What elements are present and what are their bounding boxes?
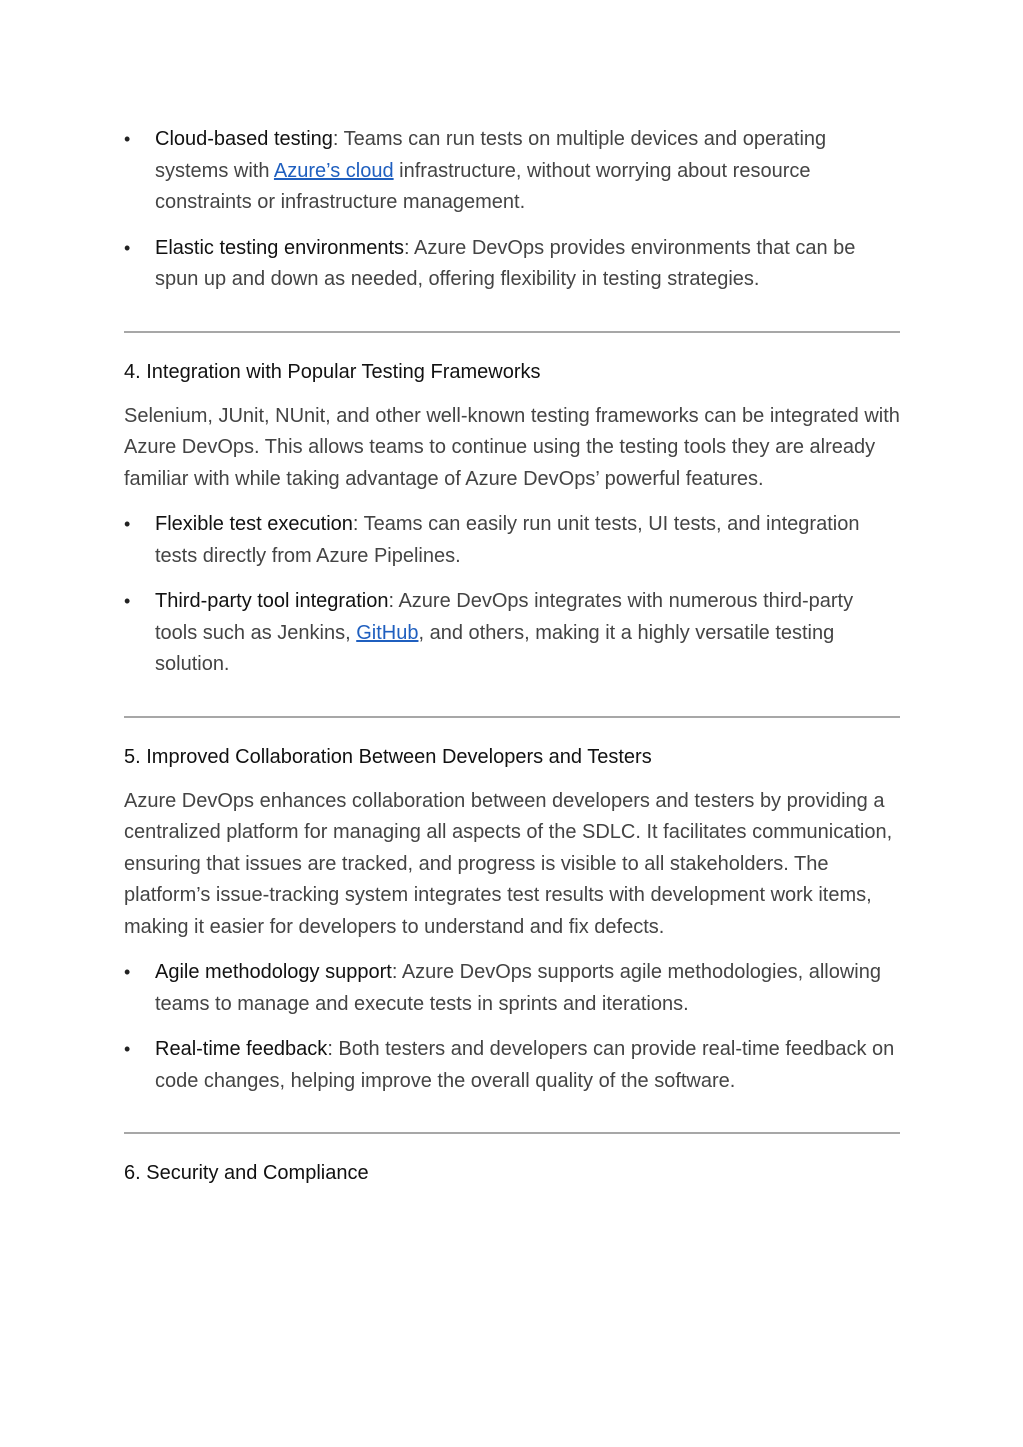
bullet-text: : Teams can run tests on multiple devices and operating systems with: [155, 128, 827, 182]
list-item-third-party-tool-integration: [124, 586, 900, 681]
cloud-benefits-list: [124, 124, 900, 296]
section-heading-integration: 4. Integration with Popular Testing Frameworks: [124, 360, 541, 383]
section-divider: [124, 716, 900, 718]
bullet-icon: •: [124, 129, 131, 149]
section-paragraph-collaboration: Azure DevOps enhances collaboration between developers and testers by providing a centralized platform for managing all aspects of the SDLC. It facilitates communication, ensuring that issues are tracked, and progress is visible to all stakeholders. The platform’s issue-tracking system integrates test results with development work items, making it easier for developers to understand and fix defects.: [124, 789, 893, 938]
bullet-term: Cloud-based testing: [155, 128, 333, 150]
section-heading-collaboration: 5. Improved Collaboration Between Developers and Testers: [124, 745, 652, 768]
bullet-icon: •: [124, 237, 131, 258]
section-divider: [124, 1132, 900, 1134]
bullet-term: Flexible test execution: [155, 513, 353, 535]
bullet-text: : Teams can easily run unit tests, UI tests, and integration tests directly from Azure Pipelines.: [155, 513, 860, 567]
list-item-elastic-testing-environments: [124, 233, 900, 296]
integration-list: [124, 509, 900, 681]
bullet-text: : Azure DevOps integrates with numerous third-party tools such as Jenkins,: [155, 590, 854, 644]
list-item-flexible-test-execution: [124, 509, 900, 572]
collaboration-list: [124, 957, 900, 1097]
bullet-text: infrastructure, without worrying about resource constraints or infrastructure management.: [155, 159, 811, 213]
document-page: [124, 122, 900, 1188]
bullet-icon: •: [124, 962, 131, 982]
bullet-text: , and others, making it a highly versatile testing solution.: [155, 621, 835, 675]
bullet-text: : Azure DevOps provides environments that can be spun up and down as needed, offering flexibility in testing strategies.: [155, 236, 856, 290]
bullet-term: Third-party tool integration: [155, 590, 389, 612]
list-item-agile-methodology-support: [124, 957, 900, 1020]
bullet-text: : Both testers and developers can provide real-time feedback on code changes, helping improve the overall quality of the software.: [155, 1038, 895, 1092]
bullet-term: Real-time feedback: [155, 1038, 328, 1060]
section-heading-security: 6. Security and Compliance: [124, 1162, 369, 1184]
list-item-cloud-based-testing: [124, 124, 900, 219]
bullet-term: Elastic testing environments: [155, 236, 405, 259]
bullet-icon: •: [124, 591, 131, 611]
bullet-icon: •: [124, 1039, 131, 1059]
section-paragraph-integration: Selenium, JUnit, NUnit, and other well-known testing frameworks can be integrated with Azure DevOps. This allows teams to continue using the testing tools they are already familiar with while taking advantage of Azure DevOps’ powerful features.: [124, 404, 900, 490]
github-link[interactable]: GitHub: [356, 621, 419, 644]
bullet-icon: •: [124, 514, 131, 534]
list-item-real-time-feedback: [124, 1034, 900, 1097]
bullet-text: : Azure DevOps supports agile methodologies, allowing teams to manage and execute tests in sprints and iterations.: [155, 961, 881, 1015]
azure-cloud-link[interactable]: Azure’s cloud: [273, 159, 394, 182]
section-divider: [124, 331, 900, 333]
bullet-term: Agile methodology support: [155, 961, 392, 983]
